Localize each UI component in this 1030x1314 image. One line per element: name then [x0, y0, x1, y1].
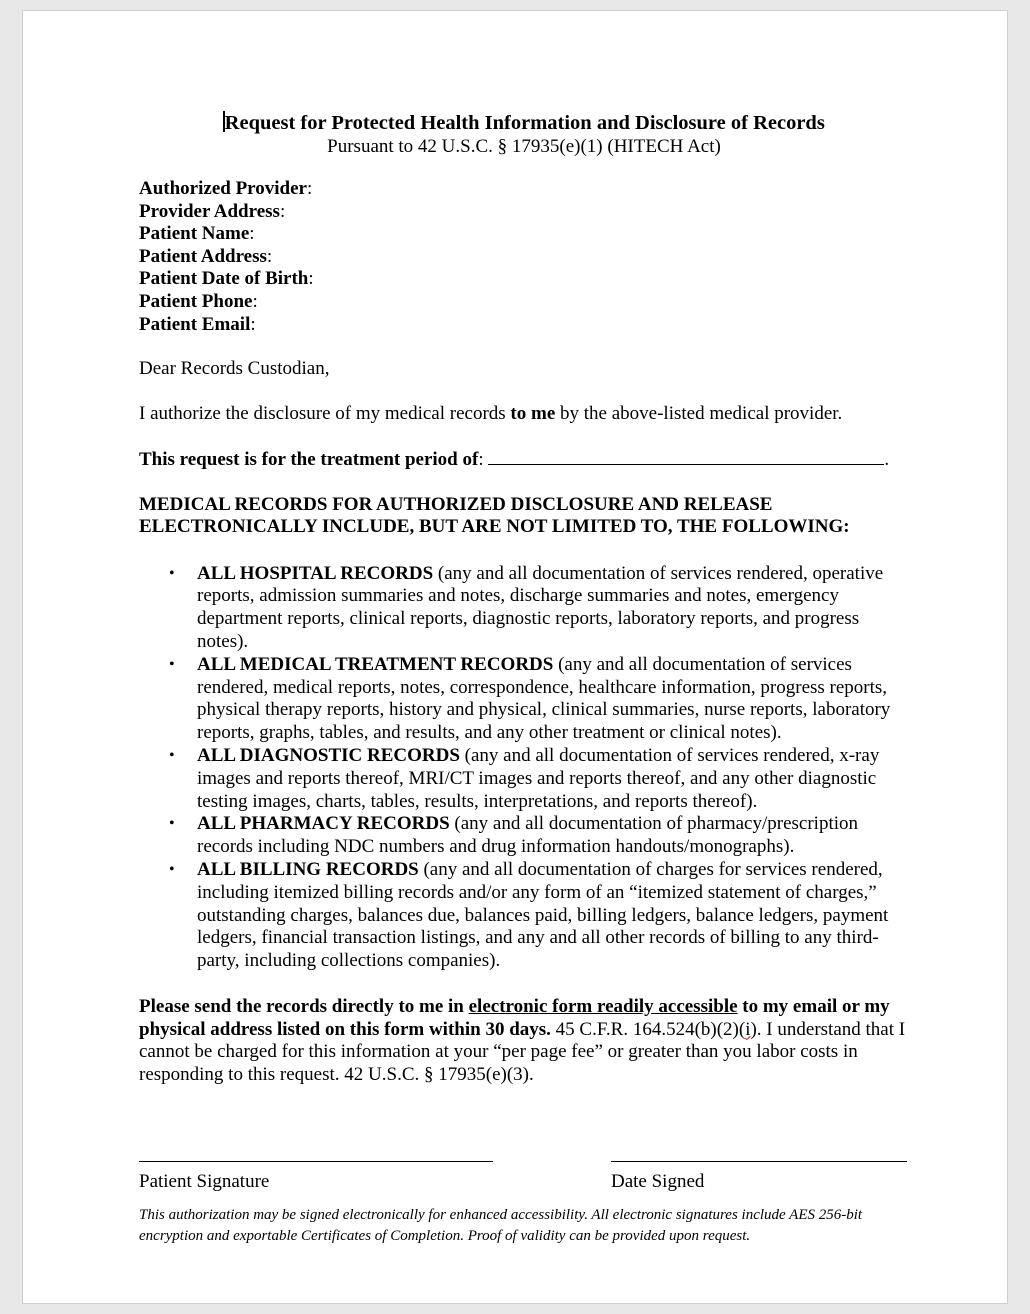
record-desc: (any and all documentation of charges for services rendered, including itemized billing records and/or any form of an “itemized statement of charges,” outstanding charges, balances due, balances paid, billing ledgers, balance ledgers, payment ledgers, financial transaction listings, and any and all other records of billing to any third-party, including collections companies). [197, 859, 889, 972]
document-subtitle: Pursuant to 42 U.S.C. § 17935(e)(1) (HITECH Act) [327, 136, 721, 157]
list-item [169, 653, 909, 745]
field-patient-address[interactable] [139, 246, 909, 269]
record-desc: (any and all documentation of services rendered, medical reports, notes, correspondence, healthcare information, progress reports, physical therapy reports, history and physical, clinical summaries, nurse reports, laboratory reports, graphs, tables, and results, and any other treatment or clinical notes). [197, 653, 891, 744]
list-item [169, 859, 909, 973]
patient-fields [139, 178, 909, 336]
treatment-period-label: This request is for the treatment period of [139, 449, 479, 471]
field-patient-email[interactable] [139, 314, 909, 337]
field-label: Patient Date of Birth [139, 268, 309, 290]
field-label: Authorized Provider [139, 178, 307, 199]
header [119, 111, 929, 158]
bullet-icon: • [169, 655, 175, 673]
treatment-period [139, 449, 909, 472]
record-desc: (any and all documentation of services rendered, operative reports, admission summaries and notes, discharge summaries and notes, emergency department reports, clinical reports, diagnostic reports, laboratory reports, and progress notes). [197, 562, 884, 653]
record-title: ALL DIAGNOSTIC RECORDS [197, 745, 460, 767]
field-label: Patient Email [139, 313, 251, 335]
field-colon: : [252, 290, 258, 312]
record-title: ALL MEDICAL TREATMENT RECORDS [197, 653, 554, 675]
patient-signature-label: Patient Signature [139, 1171, 270, 1192]
title-text: Request for Protected Health Information and Disclosure of Records [224, 112, 825, 134]
salutation: Dear Records Custodian, [139, 358, 330, 380]
authorize-text: I authorize the disclosure of my medical records [139, 402, 511, 424]
treatment-period-colon: : [478, 449, 484, 471]
list-item [169, 745, 909, 813]
record-title: ALL PHARMACY RECORDS [197, 813, 450, 835]
authorize-bold: to me [510, 402, 556, 424]
send-instructions [139, 996, 909, 1086]
field-label: Provider Address [139, 200, 280, 222]
signature-area [139, 1161, 909, 1191]
send-underlined: electronic form readily accessible [468, 996, 738, 1017]
field-label: Patient Address [139, 245, 267, 267]
field-colon: : [266, 245, 273, 267]
send-plain-2: ). I understand that I cannot be charged for this information at your “per page fee” or greater than you labor costs in responding to this request. 42 U.S.C. § 17935(e)(3). [139, 1018, 906, 1085]
bullet-icon: • [169, 815, 175, 833]
field-authorized-provider[interactable] [139, 178, 909, 201]
document-body [139, 111, 909, 1244]
record-title: ALL HOSPITAL RECORDS [197, 562, 434, 584]
records-list [139, 563, 909, 973]
patient-signature-line[interactable] [139, 1161, 493, 1162]
field-label: Patient Phone [139, 290, 253, 312]
field-label: Patient Name [139, 223, 250, 245]
treatment-period-end: . [884, 449, 890, 471]
field-colon: : [307, 178, 313, 199]
send-plain-1: 45 C.F.R. 164.524(b)(2)( [550, 1018, 746, 1040]
authorize-text-end: by the above-listed medical provider. [555, 402, 843, 424]
send-bold-1: Please send the records directly to me in [139, 996, 469, 1017]
field-patient-dob[interactable] [139, 268, 909, 291]
record-title: ALL BILLING RECORDS [197, 859, 419, 881]
bullet-icon: • [169, 747, 175, 765]
footer-note: This authorization may be signed electronically for enhanced accessibility. All electronic signatures include AES 256-bit encryption and exportable Certificates of Completion. Proof of validity can be provided upon request. [139, 1207, 863, 1244]
field-colon: : [249, 223, 255, 245]
date-signed-label: Date Signed [611, 1171, 705, 1192]
record-desc: (any and all documentation of pharmacy/prescription records including NDC numbers and drug information handouts/monographs). [197, 813, 859, 858]
list-item [169, 813, 909, 859]
field-patient-phone[interactable] [139, 291, 909, 314]
send-bold-2: to my email or my physical address listed on this form within 30 days. [139, 996, 890, 1040]
bullet-icon: • [169, 564, 175, 582]
list-item [169, 562, 909, 654]
treatment-period-blank[interactable] [488, 450, 884, 465]
field-provider-address[interactable] [139, 201, 909, 224]
field-colon: : [279, 200, 286, 222]
records-heading: MEDICAL RECORDS FOR AUTHORIZED DISCLOSURE AND RELEASE ELECTRONICALLY INCLUDE, BUT ARE NOT LIMITED TO, THE FOLLOWING: [139, 493, 850, 538]
document-title [119, 111, 929, 136]
authorization-statement [139, 403, 909, 426]
field-colon: : [308, 268, 314, 290]
document-page [22, 10, 1008, 1304]
record-desc: (any and all documentation of services rendered, x-ray images and reports thereof, MRI/CT images and reports thereof, and any other diagnostic testing images, charts, tables, results, interpretations, and reports thereof). [197, 745, 880, 812]
date-signed-line[interactable] [611, 1161, 907, 1162]
field-patient-name[interactable] [139, 223, 909, 246]
field-colon: : [250, 313, 256, 335]
spellcheck-squiggle[interactable]: i [745, 1018, 751, 1040]
bullet-icon: • [169, 861, 175, 879]
